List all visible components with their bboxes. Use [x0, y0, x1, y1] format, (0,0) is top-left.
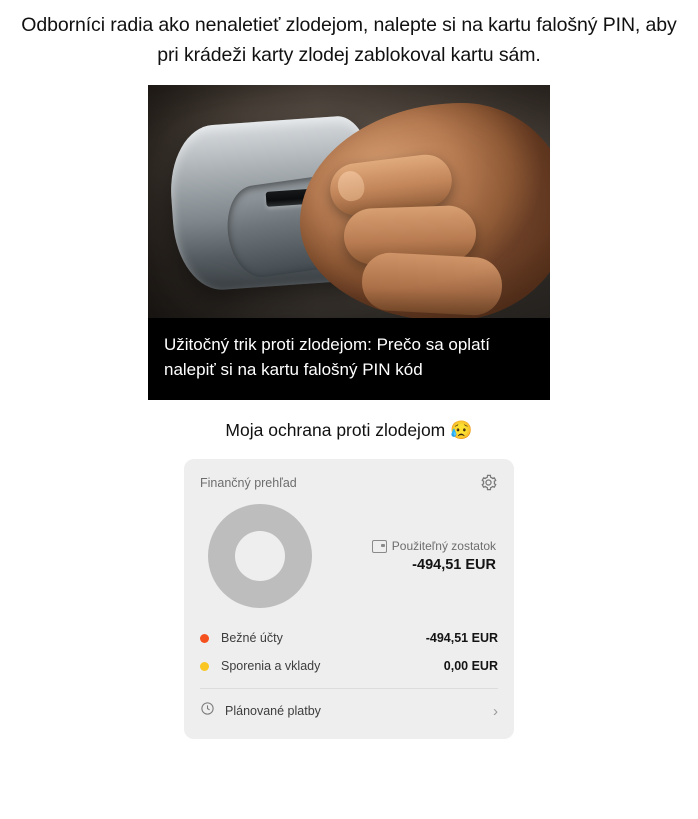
article-caption: Užitočný trik proti zlodejom: Prečo sa oplatí nalepiť si na kartu falošný PIN kód [164, 335, 490, 379]
available-balance-value: -494,51 EUR [412, 557, 496, 573]
gear-icon[interactable] [479, 473, 498, 492]
list-item[interactable] [200, 652, 498, 680]
chevron-right-icon[interactable]: › [493, 702, 498, 720]
available-balance-label: Použiteľný zostatok [391, 539, 496, 553]
scheduled-payments-row[interactable] [200, 691, 498, 733]
balance-donut-chart [208, 504, 312, 608]
photo-vignette [148, 85, 550, 318]
article-photo [148, 85, 550, 318]
account-value: 0,00 EUR [443, 659, 498, 673]
available-balance-block [312, 539, 498, 573]
crying-face-emoji: 😥 [450, 420, 473, 440]
banking-widget [184, 459, 514, 739]
scheduled-payments-label: Plánované platby [225, 704, 321, 718]
account-label: Bežné účty [221, 631, 283, 645]
widget-summary [200, 504, 498, 608]
post-comment-text: Moja ochrana proti zlodejom [225, 420, 446, 440]
widget-title: Finančný prehľad [200, 475, 297, 490]
account-label: Sporenia a vklady [221, 659, 321, 673]
account-color-dot-icon [200, 634, 209, 643]
wallet-icon [372, 540, 387, 553]
divider [200, 688, 498, 689]
accounts-list [200, 624, 498, 733]
account-color-dot-icon [200, 662, 209, 671]
post-comment [0, 420, 698, 441]
widget-header [200, 473, 498, 492]
article-card[interactable] [148, 85, 550, 400]
post-headline: Odborníci radia ako nenaletieť zlodejom, nalepte si na kartu falošný PIN, aby pri krádeži karty zlodej zablokoval kartu sám. [21, 14, 677, 66]
clock-icon [200, 701, 225, 721]
account-value: -494,51 EUR [425, 631, 498, 645]
list-item[interactable] [200, 624, 498, 652]
available-balance-label-row [312, 539, 496, 553]
